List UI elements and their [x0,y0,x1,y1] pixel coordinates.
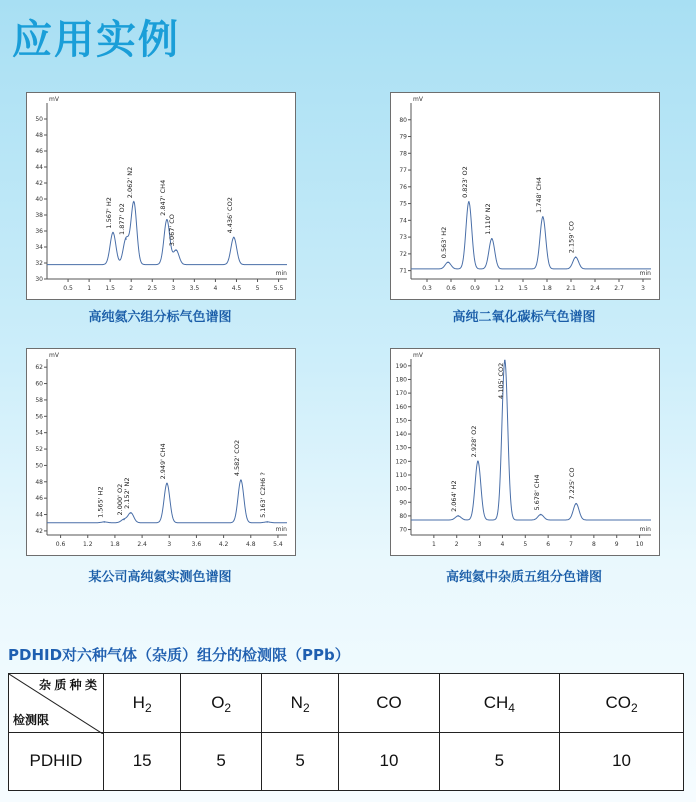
header-cell: $CH_4$ [439,674,560,733]
y-tick-label: 60 [35,380,43,388]
y-tick-label: 71 [399,267,407,275]
y-tick-label: 77 [399,167,407,175]
header-cell: $CO_2$ [560,674,684,733]
y-tick-label: 40 [35,196,43,203]
x-tick-label: 1.2 [494,285,504,292]
x-tick-label: 1.8 [110,541,120,548]
y-tick-label: 75 [399,200,407,208]
peak-label: 4.105' CO2 [496,362,505,399]
peak-point [447,261,449,263]
peak-point [130,512,132,514]
x-tick-label: 9 [614,541,619,548]
x-tick-label: 1.5 [105,285,115,292]
peak-point [175,249,177,251]
chromatogram-caption-3: 某公司高纯氦实测色谱图 [88,570,232,585]
peak-point [240,479,242,481]
x-unit-label: min [639,270,651,277]
chromatogram-panel-4 [390,348,660,556]
peak-label: 1.567' H2 [104,197,113,229]
x-tick-label: 3.6 [191,541,202,548]
x-tick-label: 4.8 [246,541,256,548]
peak-label: 2.159' CO [567,221,576,254]
value-cell: 10 [560,732,684,791]
x-tick-label: 2 [454,541,459,548]
corner-bottom-label: 检测限 [13,712,50,727]
y-tick-label: 32 [35,260,43,267]
y-tick-label: 30 [35,276,43,283]
peak-label: 2.064' H2 [450,480,459,512]
y-tick-label: 80 [399,512,407,520]
y-tick-label: 48 [35,132,43,139]
x-tick-label: 3 [167,541,172,548]
y-tick-label: 79 [399,133,407,141]
x-tick-label: 0.6 [446,285,456,292]
y-tick-label: 58 [35,396,43,404]
y-tick-label: 42 [35,527,43,535]
y-tick-label: 46 [35,148,43,155]
chromatogram-panel-3 [26,348,296,556]
header-cell: $O_2$ [181,674,262,733]
y-tick-label: 140 [395,431,407,439]
x-tick-label: 3 [171,285,176,292]
x-tick-label: 4.2 [218,541,229,548]
peak-point [112,232,114,234]
peak-label: 5.163' C2H6 ? [259,472,268,518]
chromatogram-3 [27,349,295,555]
y-tick-label: 130 [395,444,407,452]
y-tick-label: 36 [35,228,43,235]
header-cell: CO [339,674,439,733]
peak-point [233,237,235,239]
y-tick-label: 56 [35,413,43,421]
peak-point [133,201,135,203]
y-tick-label: 74 [399,217,407,225]
y-unit-label: mV [413,352,423,359]
peak-label: 0.823' O2 [460,166,469,198]
y-tick-label: 42 [35,180,43,187]
y-tick-label: 70 [399,526,407,534]
x-tick-label: 5 [255,285,260,292]
x-tick-label: 2.5 [147,285,158,292]
page-title: 应用实例 [12,17,180,63]
y-tick-label: 38 [35,212,43,219]
peak-label: 2.000' O2 [115,483,124,516]
peak-point [125,238,127,240]
y-tick-label: 170 [395,390,407,398]
y-unit-label: mV [413,96,423,103]
x-unit-label: min [275,526,287,533]
peak-point [491,238,493,240]
x-tick-label: 0.6 [55,541,66,548]
x-tick-label: 2 [129,285,134,292]
value-cell: 10 [339,732,439,791]
chromatogram-panel-1 [26,92,296,300]
y-tick-label: 150 [395,417,407,425]
peak-label: 5.678' CH4 [532,474,541,511]
x-tick-label: 0.5 [63,285,73,292]
x-unit-label: min [639,526,651,533]
y-tick-label: 76 [399,183,407,191]
table-corner-cell [9,674,104,733]
y-tick-label: 50 [35,462,43,470]
chromatogram-2 [391,93,659,299]
peak-point [266,521,268,523]
peak-label: 1.748' CH4 [534,176,543,213]
x-tick-label: 5.4 [273,541,283,548]
chromatogram-caption-2: 高纯二氧化碳标气色谱图 [452,310,596,325]
peak-point [542,216,544,218]
peak-label: 3.067' CO [168,214,177,247]
peak-label: 2.062' N2 [125,166,134,199]
peak-point [575,256,577,258]
x-tick-label: 4 [500,541,505,548]
x-tick-label: 8 [591,541,596,548]
x-tick-label: 6 [546,541,551,548]
x-tick-label: 4.5 [231,285,242,292]
y-unit-label: mV [49,96,59,103]
table-header-row [9,674,684,733]
peak-label: 1.877' O2 [118,203,127,235]
y-tick-label: 180 [395,376,407,384]
x-tick-label: 3 [641,285,645,292]
y-tick-label: 52 [35,446,43,454]
peak-label: 1.110' N2 [483,203,492,235]
peak-point [457,515,459,517]
y-tick-label: 110 [395,471,407,479]
peak-point [477,461,479,463]
x-tick-label: 3 [477,541,482,548]
x-tick-label: 5 [523,541,528,548]
peak-label: 2.928' O2 [469,425,478,458]
chromatogram-1 [27,93,295,299]
x-tick-label: 0.3 [422,285,432,292]
x-tick-label: 1.8 [542,285,552,292]
table-title: PDHID对六种气体（杂质）组分的检测限（PPb） [8,646,350,664]
peak-point [540,514,542,516]
corner-top-label: 杂 质 种 类 [38,678,97,692]
x-tick-label: 2.1 [566,285,576,292]
peak-point [575,503,577,505]
peak-point [468,201,470,203]
x-tick-label: 3.5 [189,285,200,292]
chromatogram-trace [47,202,287,265]
x-tick-label: 0.9 [470,285,480,292]
peak-point [103,521,105,523]
chromatogram-panel-2 [390,92,660,300]
y-tick-label: 160 [395,403,407,411]
chromatogram-trace [47,480,287,523]
chromatogram-caption-4: 高纯氦中杂质五组分色谱图 [445,570,602,585]
y-tick-label: 62 [35,364,43,372]
x-tick-label: 1 [87,285,92,292]
x-tick-label: 7 [569,541,573,548]
chromatogram-4 [391,349,659,555]
y-tick-label: 44 [35,164,43,171]
x-tick-label: 2.4 [590,285,600,292]
value-cell: 5 [439,732,560,791]
x-tick-label: 2.4 [137,541,147,548]
y-unit-label: mV [49,352,59,359]
x-unit-label: min [275,270,287,277]
y-tick-label: 73 [399,234,407,242]
peak-label: 2.847' CH4 [158,179,167,216]
peak-label: 0.563' H2 [440,226,449,259]
peak-label: 4.582' CO2 [232,439,241,477]
chromatogram-trace [411,361,651,520]
y-tick-label: 190 [395,362,407,370]
peak-label: 2.949' CH4 [158,443,167,480]
peak-label: 4.436' CO2 [225,197,234,234]
header-cell: $N_2$ [261,674,338,733]
row-label: PDHID [9,732,104,791]
header-cell: $H_2$ [104,674,181,733]
detection-limit-table [8,673,684,791]
value-cell: 5 [261,732,338,791]
peak-label: 2.152' N2 [122,477,131,509]
y-tick-label: 46 [35,495,43,503]
y-tick-label: 78 [399,150,407,158]
peak-point [166,483,168,485]
y-tick-label: 48 [35,478,43,486]
x-tick-label: 1 [431,541,436,548]
peak-point [123,519,125,521]
y-tick-label: 100 [395,485,407,493]
peak-label: 7.225' CO [568,467,577,500]
table-row [9,732,684,791]
x-tick-label: 1.5 [518,285,528,292]
y-tick-label: 50 [35,116,43,123]
y-tick-label: 80 [399,116,407,124]
peak-point [504,360,506,362]
value-cell: 5 [181,732,262,791]
x-tick-label: 5.5 [273,285,284,292]
y-tick-label: 120 [395,458,407,466]
y-tick-label: 72 [399,250,407,258]
y-tick-label: 44 [35,511,43,519]
y-tick-label: 54 [35,429,43,437]
y-tick-label: 90 [399,499,407,507]
x-tick-label: 10 [635,541,644,548]
y-tick-label: 34 [35,244,43,251]
value-cell: 15 [104,732,181,791]
peak-label: 1.565' H2 [96,486,105,518]
x-tick-label: 4 [213,285,218,292]
chromatogram-caption-1: 高纯氦六组分标气色谱图 [88,310,232,325]
x-tick-label: 1.2 [82,541,93,548]
x-tick-label: 2.7 [614,285,624,292]
